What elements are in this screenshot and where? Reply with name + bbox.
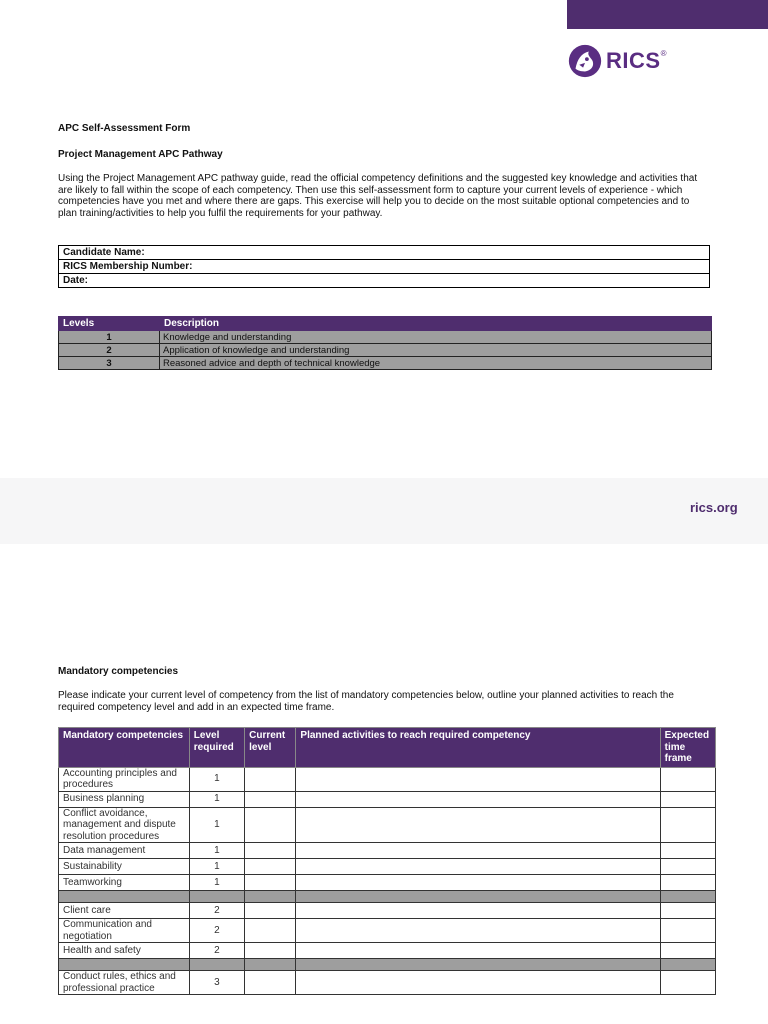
planned-activities-cell[interactable] <box>296 843 660 859</box>
header-accent-bar <box>567 0 768 29</box>
level-required: 3 <box>189 971 244 995</box>
intro-line: are likely to fall within the scope of each competency. Then use this self-assessment form to capture your current levels of experience - which <box>58 184 683 196</box>
expected-timeframe-cell[interactable] <box>660 971 715 995</box>
mandatory-heading: Mandatory competencies <box>58 666 179 677</box>
lion-icon <box>566 42 604 80</box>
current-level-cell[interactable] <box>245 767 296 791</box>
level-number: 3 <box>59 357 160 370</box>
table-row <box>59 875 716 891</box>
table-row <box>59 331 712 344</box>
expected-timeframe-cell[interactable] <box>660 919 715 943</box>
expected-timeframe-cell[interactable] <box>660 807 715 843</box>
planned-activities-cell[interactable] <box>296 943 660 959</box>
current-level-cell[interactable] <box>245 971 296 995</box>
level-number: 1 <box>59 331 160 344</box>
table-row <box>59 807 716 843</box>
candidate-name-field[interactable]: Candidate Name: <box>59 246 710 260</box>
levels-table <box>58 316 712 370</box>
separator-row <box>59 959 716 971</box>
level-description: Reasoned advice and depth of technical knowledge <box>160 357 712 370</box>
current-level-cell[interactable] <box>245 875 296 891</box>
level-required: 1 <box>189 875 244 891</box>
level-required: 1 <box>189 807 244 843</box>
level-description: Application of knowledge and understanding <box>160 344 712 357</box>
instruction-line: required competency level and add in an expected time frame. <box>58 701 335 713</box>
description-header: Description <box>160 317 712 331</box>
planned-activities-cell[interactable] <box>296 791 660 807</box>
instruction-line: Please indicate your current level of competency from the list of mandatory competencies below, outline your planned activities to reach the <box>58 690 674 701</box>
table-row <box>59 943 716 959</box>
level-required: 2 <box>189 919 244 943</box>
table-row <box>59 344 712 357</box>
competency-name: Health and safety <box>59 943 190 959</box>
competency-name: Client care <box>59 903 190 919</box>
rics-logo <box>566 42 666 80</box>
planned-activities-cell[interactable] <box>296 903 660 919</box>
competency-name: Business planning <box>59 791 190 807</box>
table-row <box>59 919 716 943</box>
mandatory-instructions <box>58 690 708 713</box>
competency-column-header: Mandatory competencies <box>59 728 190 768</box>
competency-name: Data management <box>59 843 190 859</box>
current-level-cell[interactable] <box>245 791 296 807</box>
level-required: 1 <box>189 843 244 859</box>
current-level-column-header: Current level <box>245 728 296 768</box>
level-required-column-header: Level required <box>189 728 244 768</box>
pathway-title: Project Management APC Pathway <box>58 149 223 160</box>
form-title: APC Self-Assessment Form <box>58 123 191 134</box>
current-level-cell[interactable] <box>245 943 296 959</box>
competency-name: Communication and negotiation <box>59 919 190 943</box>
expected-timeframe-cell[interactable] <box>660 791 715 807</box>
competency-name: Conflict avoidance, management and dispute resolution procedures <box>59 807 190 843</box>
logo-wordmark: RICS <box>606 48 661 73</box>
current-level-cell[interactable] <box>245 919 296 943</box>
level-description: Knowledge and understanding <box>160 331 712 344</box>
table-row <box>59 843 716 859</box>
table-row <box>59 859 716 875</box>
planned-activities-cell[interactable] <box>296 875 660 891</box>
expected-timeframe-cell[interactable] <box>660 843 715 859</box>
competency-name: Conduct rules, ethics and professional practice <box>59 971 190 995</box>
membership-number-field[interactable]: RICS Membership Number: <box>59 260 710 274</box>
intro-line: competencies have you met and where there are gaps. This exercise will help you to decide on the most suitable optional competencies and to <box>58 196 690 207</box>
logo-registered-mark: ® <box>660 48 667 58</box>
competency-name: Sustainability <box>59 859 190 875</box>
table-row <box>59 791 716 807</box>
separator-row <box>59 891 716 903</box>
planned-activities-column-header: Planned activities to reach required competency <box>296 728 660 768</box>
intro-paragraph <box>58 173 708 219</box>
expected-timeframe-cell[interactable] <box>660 859 715 875</box>
intro-line: Using the Project Management APC pathway guide, read the official competency definitions and the suggested key knowledge and activities that <box>58 173 698 184</box>
table-row <box>59 971 716 995</box>
competency-name: Teamworking <box>59 875 190 891</box>
footer-site-link[interactable]: rics.org <box>690 500 738 515</box>
intro-line: plan training/activities to help you fulfil the requirements for your pathway. <box>58 207 383 219</box>
page-footer <box>0 478 768 544</box>
expected-timeframe-cell[interactable] <box>660 767 715 791</box>
expected-timeframe-cell[interactable] <box>660 903 715 919</box>
current-level-cell[interactable] <box>245 807 296 843</box>
level-required: 1 <box>189 791 244 807</box>
expected-timeframe-column-header: Expected time frame <box>660 728 715 768</box>
level-required: 2 <box>189 903 244 919</box>
planned-activities-cell[interactable] <box>296 767 660 791</box>
current-level-cell[interactable] <box>245 903 296 919</box>
current-level-cell[interactable] <box>245 859 296 875</box>
table-row <box>59 357 712 370</box>
candidate-details-table <box>58 245 710 288</box>
level-required: 2 <box>189 943 244 959</box>
levels-header: Levels <box>59 317 160 331</box>
competency-name: Accounting principles and procedures <box>59 767 190 791</box>
planned-activities-cell[interactable] <box>296 919 660 943</box>
mandatory-competencies-table <box>58 727 716 995</box>
expected-timeframe-cell[interactable] <box>660 875 715 891</box>
current-level-cell[interactable] <box>245 843 296 859</box>
table-row <box>59 903 716 919</box>
date-field[interactable]: Date: <box>59 274 710 288</box>
table-row <box>59 767 716 791</box>
planned-activities-cell[interactable] <box>296 859 660 875</box>
planned-activities-cell[interactable] <box>296 807 660 843</box>
level-number: 2 <box>59 344 160 357</box>
planned-activities-cell[interactable] <box>296 971 660 995</box>
level-required: 1 <box>189 859 244 875</box>
level-required: 1 <box>189 767 244 791</box>
expected-timeframe-cell[interactable] <box>660 943 715 959</box>
